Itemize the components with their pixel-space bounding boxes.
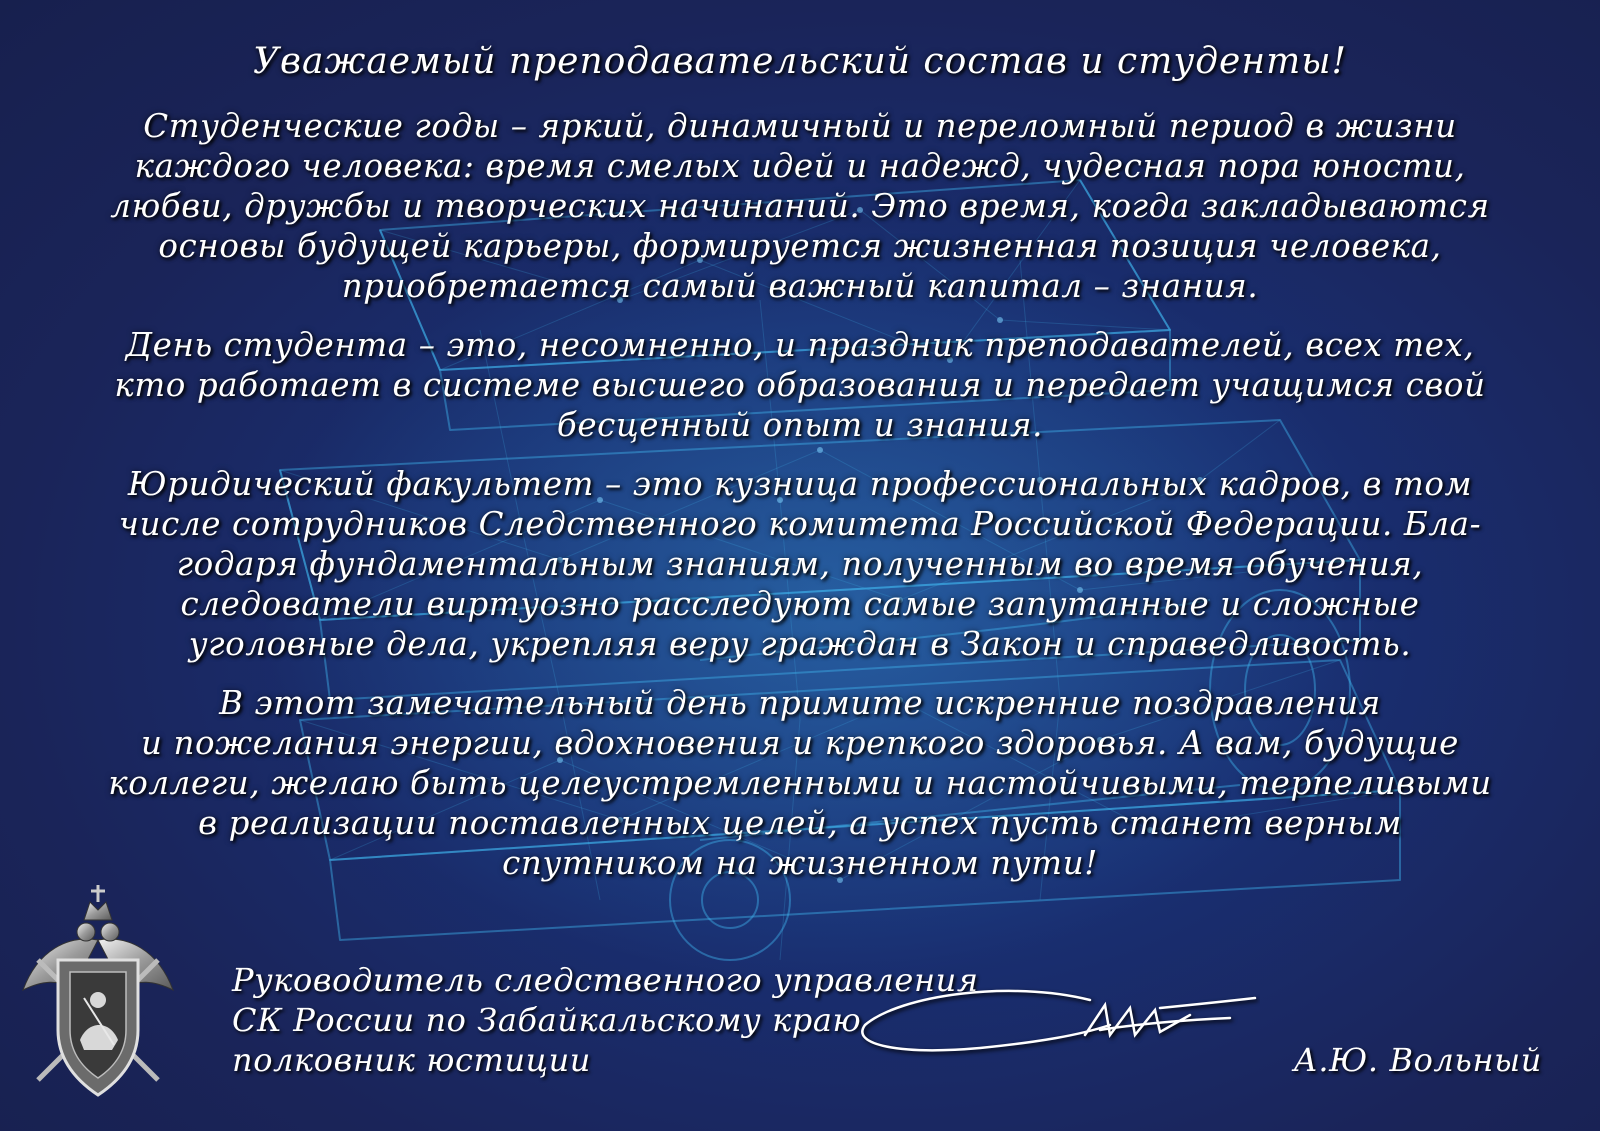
paragraph-line: годаря фундаментальным знаниям, полученным во время обучения, xyxy=(176,545,1424,583)
signatory-line: СК России по Забайкальскому краю xyxy=(232,1001,862,1039)
signatory-line: полковник юстиции xyxy=(232,1041,592,1079)
signatory-line: Руководитель следственного управления xyxy=(232,961,979,999)
paragraph-line: уголовные дела, укрепляя веру граждан в Закон и справедливость. xyxy=(188,625,1412,663)
paragraph-line: в реализации поставленных целей, а успех пусть станет верным xyxy=(198,804,1402,842)
paragraph-line: спутником на жизненном пути! xyxy=(502,844,1098,882)
paragraph-line: следователи виртуозно расследуют самые запутанные и сложные xyxy=(180,585,1420,623)
paragraph-line: и пожелания энергии, вдохновения и крепкого здоровья. А вам, будущие xyxy=(141,724,1459,762)
paragraph-line: Юридический факультет – это кузница профессиональных кадров, в том xyxy=(127,465,1473,503)
paragraph-line: числе сотрудников Следственного комитета Российской Федерации. Бла- xyxy=(118,505,1482,543)
letter-title: Уважаемый преподавательский состав и студенты! xyxy=(252,41,1347,82)
investigative-committee-emblem-icon xyxy=(18,880,178,1110)
paragraph-line: приобретается самый важный капитал – знания. xyxy=(341,267,1259,305)
signatory-name: А.Ю. Вольный xyxy=(1293,1041,1542,1079)
paragraph-line: основы будущей карьеры, формируется жизненная позиция человека, xyxy=(158,227,1442,265)
paragraph-line: кто работает в системе высшего образования и передает учащимся свой xyxy=(114,366,1486,404)
paragraph-line: любви, дружбы и творческих начинаний. Это время, когда закладываются xyxy=(110,187,1490,225)
paragraph-student-years xyxy=(60,106,1540,306)
paragraph-line: коллеги, желаю быть целеустремленными и настойчивыми, терпеливыми xyxy=(108,764,1492,802)
paragraph-line: День студента – это, несомненно, и праздник преподавателей, всех тех, xyxy=(125,326,1475,364)
paragraph-line: В этот замечательный день примите искренние поздравления xyxy=(219,684,1381,722)
paragraph-line: Студенческие годы – яркий, динамичный и переломный период в жизни xyxy=(143,107,1457,145)
handwritten-signature xyxy=(860,980,1260,1080)
paragraph-law-faculty xyxy=(60,464,1540,664)
greeting-letter xyxy=(60,40,1540,902)
paragraph-student-day xyxy=(60,325,1540,445)
paragraph-congratulations xyxy=(60,683,1540,883)
paragraph-line: каждого человека: время смелых идей и надежд, чудесная пора юности, xyxy=(134,147,1466,185)
paragraph-line: бесценный опыт и знания. xyxy=(556,406,1044,444)
